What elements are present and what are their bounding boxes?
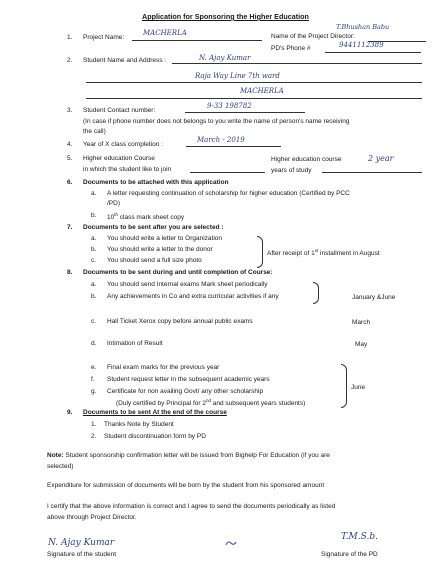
list-letter: f. (91, 376, 95, 383)
director-name-value: T.Bhushan Babu (336, 23, 390, 31)
section-6-heading: Documents to be attached with this application (83, 179, 229, 186)
project-name-label: Project Name: (83, 34, 125, 41)
section-8-item-c: Hall Ticket Xerox copy before annual public exams (107, 318, 253, 325)
list-letter: a. (91, 235, 97, 242)
contact-value: 9-33 198782 (207, 102, 252, 110)
xclass-underline (186, 146, 281, 147)
section-8-item-a: You should send Internal exams Mark sheet periodically (107, 281, 268, 288)
course-label-2: in which the student like to join (83, 166, 172, 173)
item-number: 6. (67, 179, 73, 186)
address-underline-1 (86, 82, 422, 83)
section-8-item-f: Student request letter in the subsequent academic years (107, 376, 270, 383)
address-underline-2 (86, 98, 422, 99)
section-7-note: After receipt of 1st installment in August (267, 248, 380, 258)
item-number: 3. (67, 107, 73, 114)
years-value: 2 year (368, 154, 394, 163)
note-line-2: selected) (47, 463, 74, 470)
item-number: 5. (67, 155, 73, 162)
address-line-1: Raja Way Line 7th ward (195, 72, 280, 80)
section-7-item-a: You should write a letter to Organization (107, 235, 223, 242)
contact-underline (185, 112, 305, 113)
item-number: 4. (67, 141, 73, 148)
list-letter: b. (91, 246, 97, 253)
certification-line-1: I certify that the above information is correct and I agree to send the documents periodically as listed (47, 503, 336, 510)
section-8-efg-brace (341, 364, 347, 408)
section-7-brace (257, 236, 263, 268)
item-number: 9. (67, 409, 73, 416)
pd-phone-label: PD's Phone # (271, 45, 311, 52)
project-name-underline (132, 40, 262, 41)
section-9-item-1: Thanks Note by Student (104, 421, 174, 428)
list-letter: c. (91, 257, 97, 264)
pd-signature: T.M.S.b. (341, 532, 378, 542)
list-letter: b. (91, 293, 97, 300)
note-line-1: Note: Student sponsorship confirmation letter will be issued from Bighelp For Education (if you are (47, 452, 330, 459)
student-name-label: Student Name and Address : (83, 57, 167, 64)
pd-phone-underline (325, 52, 421, 53)
course-label-1: Higher education Course (83, 155, 155, 162)
certification-line-2: above through Project Director. (47, 514, 137, 521)
section-8-item-e: Final exam marks for the previous year (107, 364, 220, 371)
director-label: Name of the Project Director: (271, 33, 355, 40)
section-9-item-2: Student discontinuation form by PD (104, 433, 206, 440)
section-7-item-c: You should send a full size photo (107, 257, 202, 264)
section-8-ab-brace (313, 282, 319, 304)
section-6-item-b: 10th class mark sheet copy (107, 212, 185, 222)
section-7-item-b: You should write a letter to the donor (107, 246, 213, 253)
item-number: 2. (67, 57, 73, 64)
pd-phone-value: 9441112389 (339, 41, 384, 49)
xclass-label: Year of X class completion : (83, 141, 163, 148)
section-8-efg-when: June (351, 384, 366, 391)
pd-signature-label: Signature of the PD (321, 551, 378, 558)
section-6-item-a: A letter requesting continuation of scholarship for higher education (Certified by PCC (107, 190, 350, 197)
item-number: 7. (67, 224, 73, 231)
section-8-item-g: Certificate for non availing Govt/ any other scholarship (107, 388, 264, 395)
contact-label: Student Contact number: (83, 107, 156, 114)
item-number: 1. (67, 34, 73, 41)
section-8-ab-when: January &June (352, 294, 396, 301)
section-8-heading: Documents to be sent during and until completion of Course: (83, 269, 273, 276)
list-letter: a. (91, 190, 97, 197)
student-signature-label: Signature of the student (47, 551, 117, 558)
expenditure-note: Expenditure for submission of documents will be born by the student from his sponsored amount (47, 482, 325, 489)
years-label-1: Higher education course (271, 156, 342, 163)
student-name-underline (172, 63, 422, 64)
section-8-item-b: Any achievements in Co and extra curricular activities if any (107, 293, 279, 300)
list-letter: c. (91, 318, 97, 325)
course-underline (190, 172, 265, 173)
list-letter: d. (91, 340, 97, 347)
project-name-value: MACHERLA (143, 29, 187, 37)
section-7-heading: Documents to be sent after you are selected : (83, 224, 224, 231)
list-letter: b. (91, 212, 97, 219)
contact-note-2: the call) (83, 128, 106, 135)
xclass-value: March - 2019 (197, 136, 245, 144)
list-number: 1. (91, 421, 97, 428)
section-8-item-d: Intimation of Result (107, 340, 163, 347)
address-line-2: MACHERLA (240, 87, 284, 95)
list-letter: a. (91, 281, 97, 288)
contact-note-1: (In case if phone number does not belongs to you write the name of person's name receiving (83, 118, 350, 125)
student-signature: N. Ajay Kumar (48, 538, 115, 548)
student-name-value: N. Ajay Kumar (199, 54, 251, 62)
years-underline (322, 172, 422, 173)
list-letter: e. (91, 364, 97, 371)
mark-icon (224, 539, 238, 549)
years-label-2: years of study (271, 167, 312, 174)
section-8-c-when: March (352, 319, 371, 326)
item-number: 8. (67, 269, 73, 276)
section-8-d-when: May (355, 341, 368, 348)
list-letter: g. (91, 388, 97, 395)
section-6-item-a-cont: /PD) (107, 200, 120, 207)
form-title: Application for Sponsoring the Higher Education (142, 12, 309, 21)
section-8-item-g-cont: (Duly certified by Principal for 2nd and subsequent years students) (116, 398, 306, 408)
list-number: 2. (91, 433, 97, 440)
section-9-heading: Documents to be sent At the end of the course (83, 409, 227, 416)
